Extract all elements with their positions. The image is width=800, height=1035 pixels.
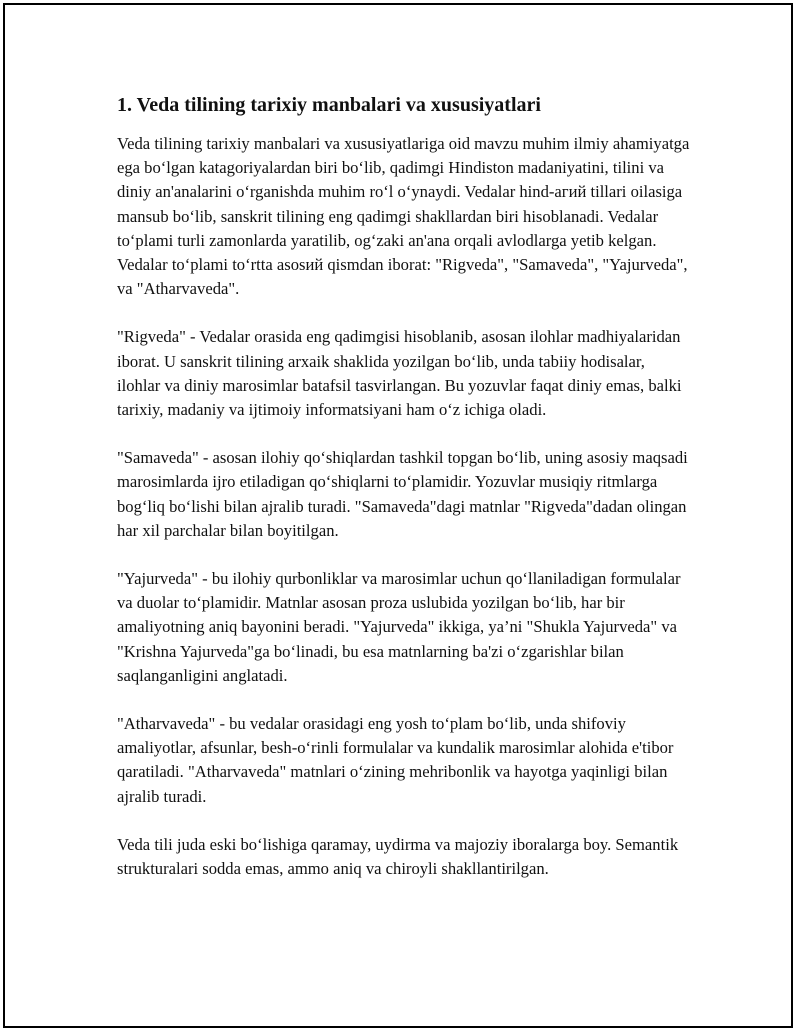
section-heading: 1. Veda tilining tarixiy manbalari va xususiyatlari bbox=[117, 94, 541, 116]
paragraph-intro: Veda tilining tarixiy manbalari va xususiyatlariga oid mavzu muhim ilmiy ahamiyatga ega bo‘lgan katagoriyalardan biri bo‘lib, qadimgi Hindiston madaniyatini, tilini va diniy an'analarini o‘rganishda muhim ro‘l o‘ynaydi. Vedalar hind-агий tillari oilasiga mansub bo‘lib, sanskrit tilining eng qadimgi shakllardan biri hisoblanadi. Vedalar to‘plami turli zamonlarda yaratilib, og‘zaki an'ana orqali avlodlarga yetib kelgan. Vedalar to‘plami to‘rtta asosий qismdan iborat: "Rigveda", "Samaveda", "Yajurveda", va "Atharvaveda". bbox=[117, 134, 690, 299]
paragraph-rigveda: "Rigveda" - Vedalar orasida eng qadimgisi hisoblanib, asosan ilohlar madhiyalaridan iborat. U sanskrit tilining arxaik shaklida yozilgan bo‘lib, unda tabiiy hodisalar, ilohlar va diniy marosimlar batafsil tasvirlangan. Bu yozuvlar faqat diniy emas, balki tarixiy, madaniy va ijtimoiy informatsiyani ham o‘z ichiga oladi. bbox=[117, 327, 682, 420]
paragraph-samaveda: "Samaveda" - asosan ilohiy qo‘shiqlardan tashkil topgan bo‘lib, uning asosiy maqsadi marosimlarda ijro etiladigan qo‘shiqlarni to‘plamidir. Yozuvlar musiqiy ritmlarga bog‘liq bo‘lishi bilan ajralib turadi. "Samaveda"dagi matnlar "Rigveda"dadan olingan har xil parchalar bilan boyitilgan. bbox=[117, 448, 688, 540]
paragraph-atharvaveda: "Atharvaveda" - bu vedalar orasidagi eng yosh to‘plam bo‘lib, unda shifoviy amaliyotlar, afsunlar, besh-o‘rinli formulalar va kundalik marosimlar alohida e'tibor qaratiladi. "Atharvaveda" matnlari o‘zining mehribonlik va hayotga yaqinligi bilan ajralib turadi. bbox=[117, 714, 674, 806]
document-body bbox=[117, 92, 692, 905]
paragraph-conclusion: Veda tili juda eski bo‘lishiga qaramay, uydirma va majoziy iboralarga boy. Semantik strukturalari sodda emas, ammo aniq va chiroyli shakllantirilgan. bbox=[117, 834, 679, 879]
paragraph-yajurveda: "Yajurveda" - bu ilohiy qurbonliklar va marosimlar uchun qo‘llaniladigan formulalar va duolar to‘plamidir. Matnlar asosan proza uslubida yozilgan bo‘lib, har bir amaliyotning aniq bayonini beradi. "Yajurveda" ikkiga, ya’ni "Shukla Yajurveda" va "Krishna Yajurveda"ga bo‘linadi, bu esa matnlarning ba'zi o‘zgarishlar bilan saqlanganligini anglatadi. bbox=[117, 569, 681, 685]
